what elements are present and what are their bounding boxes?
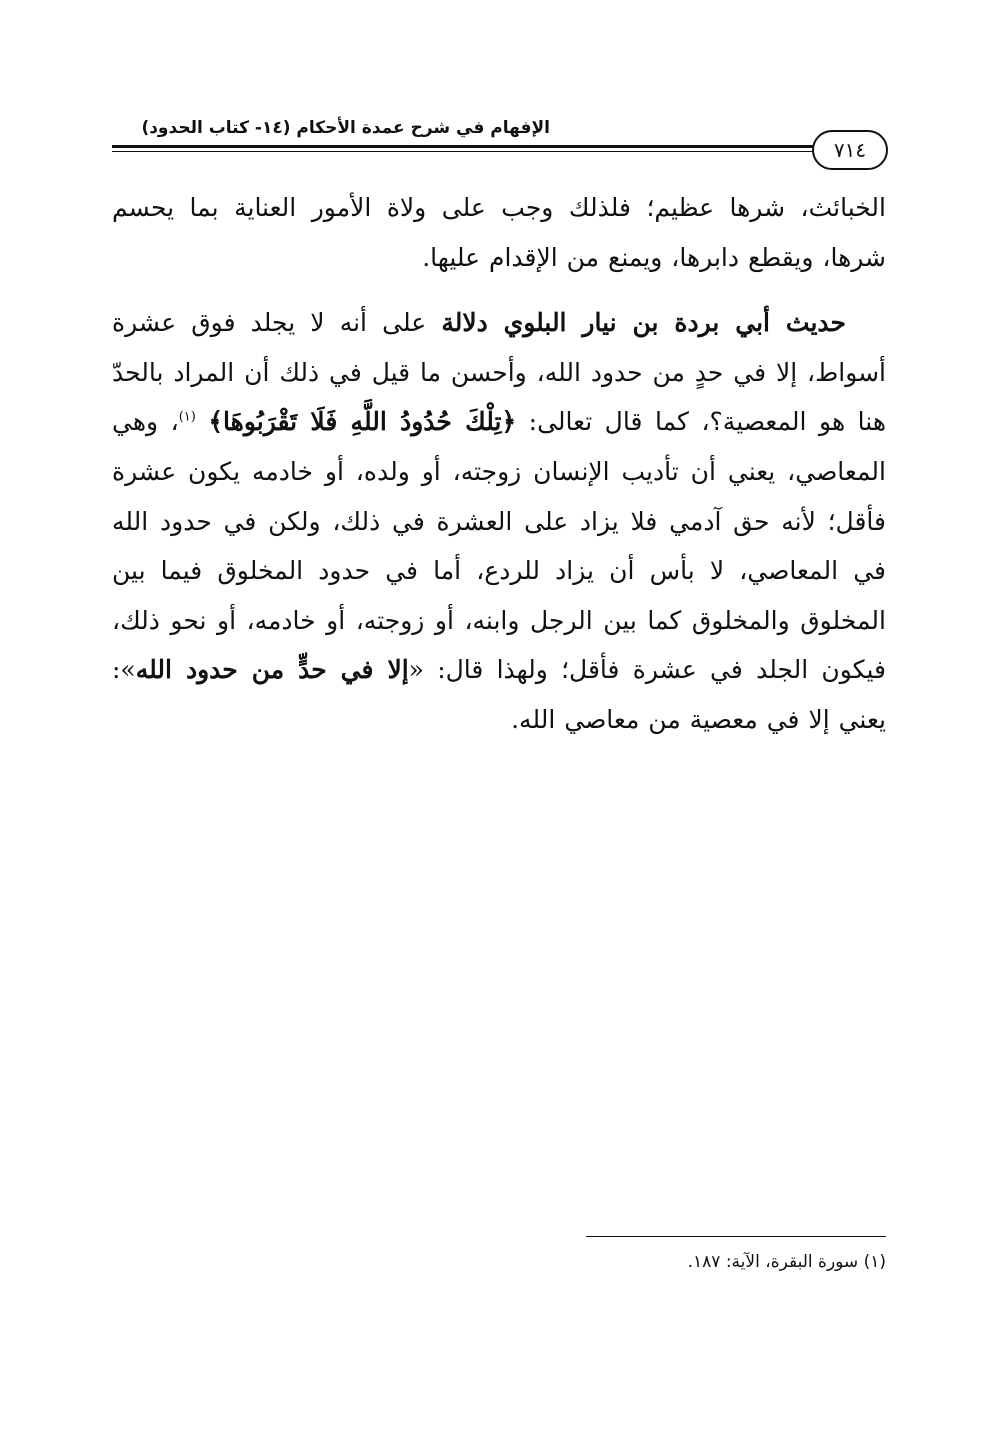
footnote-rule bbox=[586, 1236, 886, 1237]
paragraph-1: الخبائث، شرها عظيم؛ فلذلك وجب على ولاة الأمور العناية بما يحسم شرها، ويقطع دابرها، ويمنع من الإقدام عليها. bbox=[112, 193, 886, 272]
body-text bbox=[112, 183, 886, 745]
footnote: (١) سورة البقرة، الآية: ١٨٧. bbox=[687, 1252, 886, 1272]
page-number-badge bbox=[812, 130, 888, 170]
hadith-title: حديث أبي بردة بن نيار البلوي دلالة bbox=[441, 308, 846, 338]
running-header-title: الإفهام في شرح عمدة الأحكام (١٤- كتاب الحدود) bbox=[141, 118, 550, 138]
paragraph-2-text-3: »: يعني إلا في معصية من معاصي الله. bbox=[112, 655, 886, 734]
paragraph-2-text-2: ، وهي المعاصي، يعني أن تأديب الإنسان زوجته، أو ولده، أو خادمه يكون عشرة فأقل؛ لأنه حق آدمي فلا يزاد على العشرة في ذلك، ولكن في حدود الله في المعاصي، لا بأس أن يزاد للردع، أما في حدود المخلوق فيما بين المخلوق والمخلوق كما بين الرجل وابنه، أو زوجته، أو خادمه، أو نحو ذلك، فيكون الجلد في عشرة فأقل؛ ولهذا قال: « bbox=[112, 407, 886, 685]
quran-verse: ﴿تِلْكَ حُدُودُ اللَّهِ فَلَا تَقْرَبُوهَا﴾ bbox=[208, 407, 517, 437]
paragraph-2-text-1: على أنه لا يجلد فوق عشرة أسواط، إلا في حدٍ من حدود الله، وأحسن ما قيل في ذلك أن المراد بالحدّ هنا هو المعصية؟، كما قال تعالى: bbox=[112, 308, 886, 437]
footnote-reference: (١) bbox=[178, 410, 196, 426]
page-number: ٧١٤ bbox=[833, 138, 867, 162]
header-rule-thin bbox=[112, 151, 818, 152]
header-rule-thick bbox=[112, 145, 818, 148]
hadith-quote: إلا في حدٍّ من حدود الله bbox=[135, 655, 409, 685]
paragraph-2 bbox=[112, 298, 886, 744]
